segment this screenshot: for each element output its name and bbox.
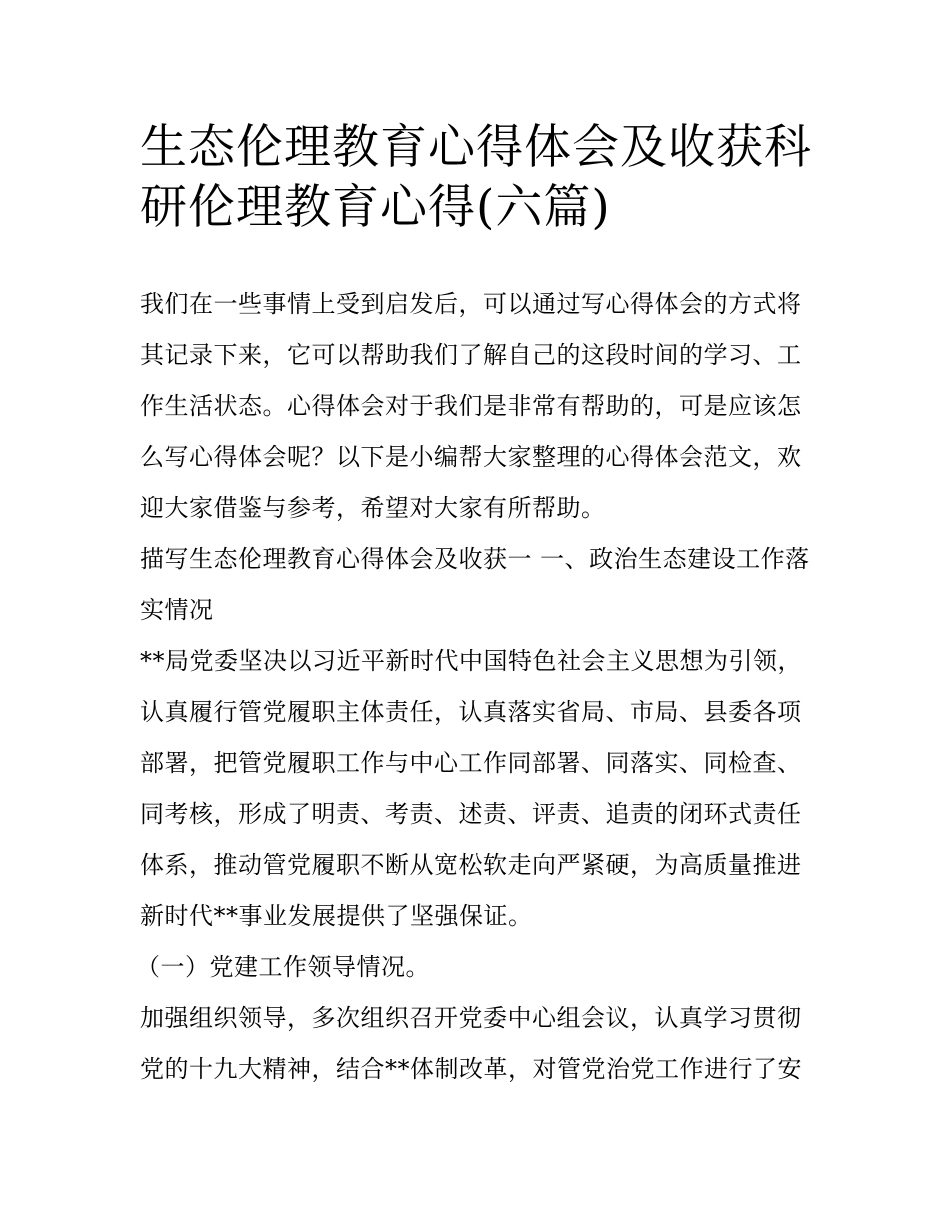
paragraph-intro: 我们在一些事情上受到启发后，可以通过写心得体会的方式将其记录下来，它可以帮助我们了解自己的这段时间的学习、工作生活状态。心得体会对于我们是非常有帮助的，可是应该怎么写心得体会呢？以下是小编帮大家整理的心得体会范文，欢迎大家借鉴与参考，希望对大家有所帮助。 (140, 290, 802, 522)
document-body (136, 279, 820, 1095)
paragraph-organization: 加强组织领导，多次组织召开党委中心组会议，认真学习贯彻党的十九大精神，结合**体制改革，对管党治党工作进行了安 (140, 1004, 802, 1083)
paragraph-section-heading: 描写生态伦理教育心得体会及收获一 一、政治生态建设工作落实情况 (140, 545, 810, 624)
paragraph-subheading: （一）党建工作领导情况。 (136, 953, 430, 981)
paragraph-party-committee: **局党委坚决以习近平新时代中国特色社会主义思想为引领，认真履行管党履职主体责任，认真落实省局、市局、县委各项部署，把管党履职工作与中心工作同部署、同落实、同检查、同考核，形成了明责、考责、述责、评责、追责的闭环式责任体系，推动管党履职不断从宽松软走向严紧硬，为高质量推进新时代**事业发展提供了坚强保证。 (140, 647, 802, 930)
document-title: 生态伦理教育心得体会及收获科研伦理教育心得(六篇) (140, 120, 812, 235)
